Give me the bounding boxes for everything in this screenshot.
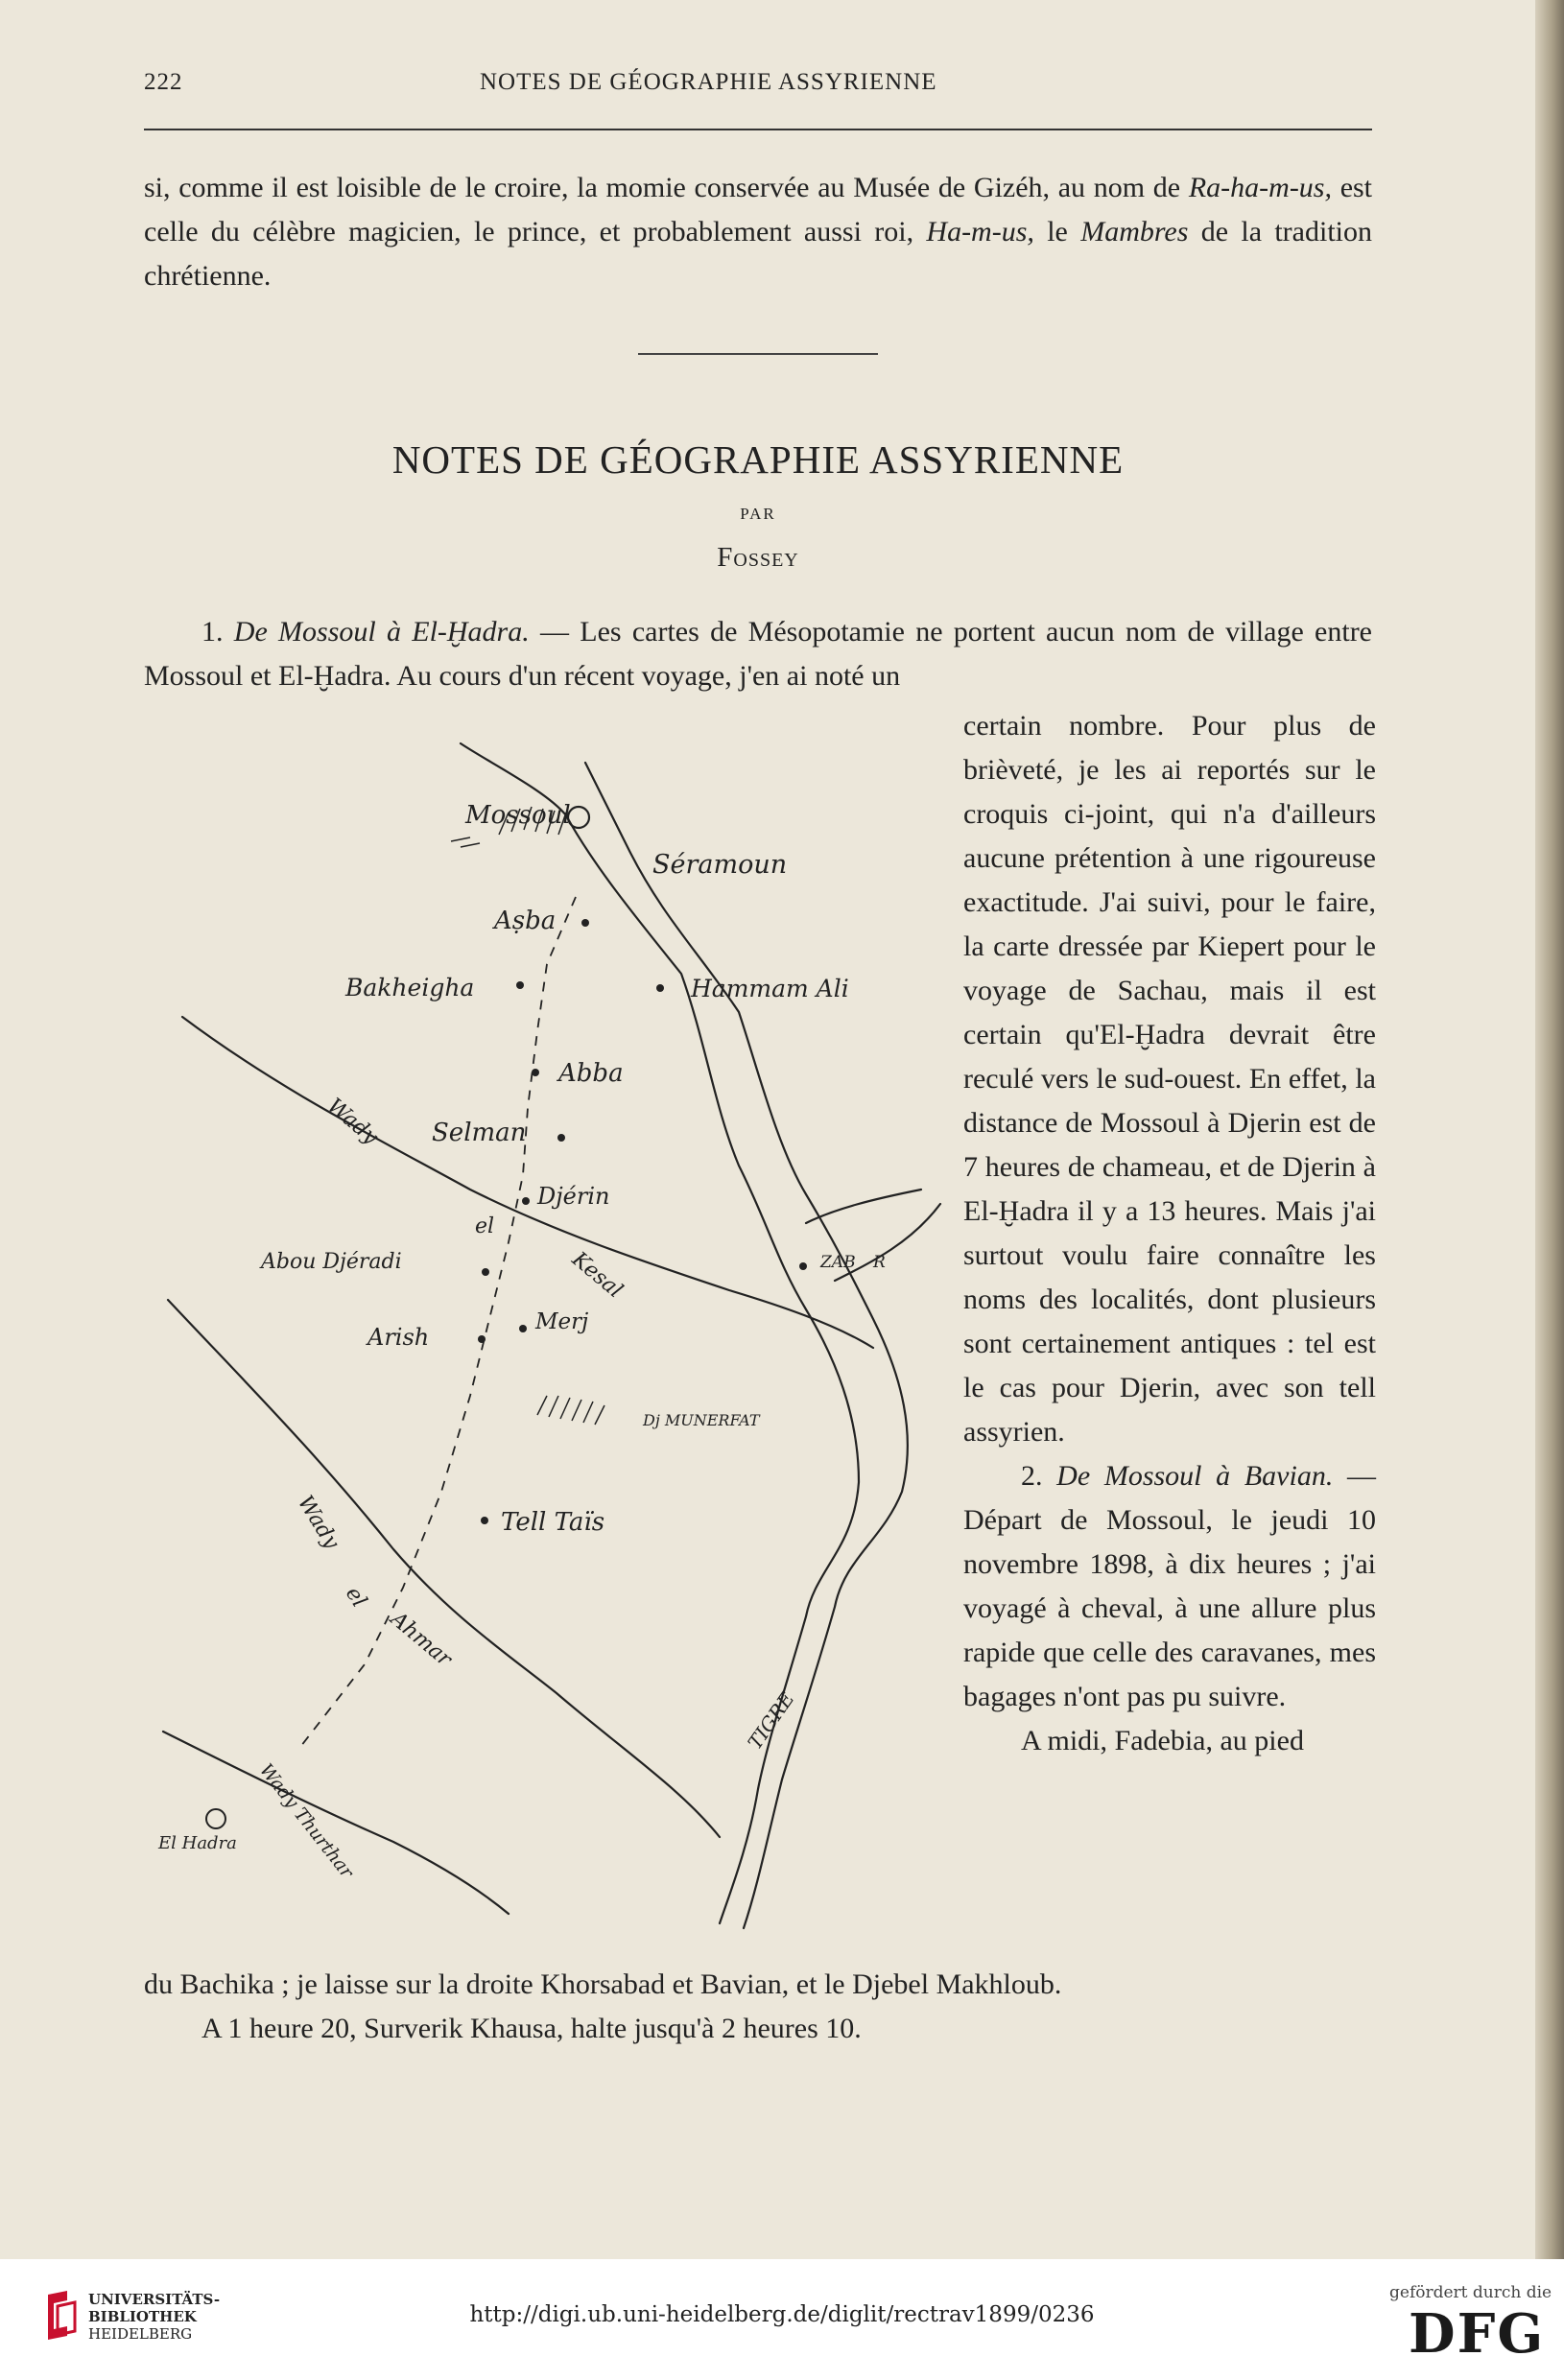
- map-label-seramoun: Séramoun: [652, 850, 788, 880]
- village-markers: [206, 807, 807, 1828]
- map-label-selman: Selman: [432, 1119, 527, 1147]
- route-sketch-map: [144, 724, 960, 1952]
- wady-thurthar: [163, 1732, 509, 1914]
- map-label-el-hadra: El Hadra: [158, 1833, 237, 1853]
- intro-text-1: si, comme il est loisible de le croire, la momie conservée au Musée de Gizéh, au nom de: [144, 172, 1181, 203]
- intro-name-2: Ha-m-us,: [926, 216, 1034, 247]
- map-label-mossoul: Mossoul: [465, 801, 571, 830]
- article-author: Fossey: [717, 542, 799, 573]
- asba-dot: [581, 919, 589, 927]
- map-label-asba: Aṣba: [494, 907, 557, 935]
- side-paragraph-1: certain nombre. Pour plus de brièveté, je les ai reportés sur le croquis ci-joint, qui n'a d'ailleurs aucune prétention à une rigoureuse exactitude. J'ai suivi, pour le faire, la carte dressée par Kiepert pour le voyage de Sachau, mais il est certain qu'El-Ḫadra devrait être reculé vers le sud-ouest. En effet, la distance de Mossoul à Djerin est de 7 heures de chameau, et de Djerin à El-Ḫadra il y a 13 heures. Mais j'ai surtout voulu faire connaître les noms des localités, dont plusieurs sont certainement antiques : tel est le cas pour Djerin, avec son tell assyrien.: [963, 710, 1376, 1448]
- zab-dot: [799, 1262, 807, 1270]
- intro-paragraph: [144, 166, 1372, 298]
- caravan-route: [297, 897, 576, 1751]
- library-line-1: UNIVERSITÄTS-: [88, 2291, 221, 2308]
- closing-line-2: A 1 heure 20, Surverik Khausa, halte jusqu'à 2 heures 10.: [201, 2013, 862, 2044]
- map-label-el-2: el: [340, 1582, 371, 1613]
- page-number: 222: [144, 69, 183, 95]
- library-line-3: HEIDELBERG: [88, 2325, 193, 2343]
- article-par: PAR: [740, 505, 776, 523]
- map-label-el: el: [475, 1214, 495, 1238]
- section-2-text: — Départ de Mossoul, le jeudi 10 novembre 1898, à dix heures ; j'ai voyagé à cheval, à une allure plus rapide que celle des caravanes, mes bagages n'ont pas pu suivre.: [963, 1460, 1376, 1712]
- map-label-abba: Abba: [558, 1059, 624, 1088]
- map-label-bakheigha: Bakheigha: [345, 974, 475, 1001]
- intro-text-2: est celle du célèbre magicien, le prince, et probablement aussi roi,: [144, 172, 1373, 247]
- wady-el-ahmar: [168, 1300, 720, 1837]
- map-label-tell-tais: Tell Taïs: [501, 1508, 605, 1537]
- el-hadra-marker: [206, 1809, 225, 1828]
- side-paragraph-2: [963, 1454, 1376, 1719]
- section-1-intro: [144, 610, 1372, 698]
- running-title: NOTES DE GÉOGRAPHIE ASSYRIENNE: [480, 69, 937, 95]
- dfg-logo: DFG: [1409, 2302, 1546, 2366]
- section-divider: [638, 353, 878, 355]
- closing-paragraph: [144, 1963, 1372, 2051]
- map-label-merj: Merj: [535, 1309, 589, 1334]
- hammam-ali-dot: [656, 984, 664, 992]
- map-label-wady-2: Wady: [292, 1491, 344, 1554]
- mossoul-marker: [568, 807, 589, 828]
- map-label-hammam-ali: Hammam Ali: [691, 975, 849, 1002]
- tell-tais-dot: [481, 1517, 488, 1524]
- map-label-arish: Arish: [367, 1324, 430, 1351]
- section-1-number: 1.: [201, 616, 234, 648]
- abou-djeradi-dot: [482, 1268, 489, 1276]
- section-1-heading: De Mossoul à El-Ḫadra.: [233, 616, 530, 648]
- map-label-wady-thurthar: Wady Thurthar: [255, 1759, 358, 1883]
- header-rule: [144, 129, 1372, 130]
- intro-text-3: le: [1033, 216, 1081, 247]
- section-2-heading: De Mossoul à Bavian.: [1056, 1460, 1334, 1492]
- map-label-tigre: TIGRE: [743, 1687, 799, 1754]
- bakheigha-dot: [516, 981, 524, 989]
- book-spine-edge: [1535, 0, 1564, 2259]
- tigris-east-bank: [585, 763, 908, 1928]
- arish-dot: [478, 1335, 486, 1343]
- map-label-wady: Wady: [322, 1094, 383, 1150]
- intro-name-1: Ra-ha-m-us,: [1188, 172, 1332, 203]
- section-1-text: — Les cartes de Mésopotamie ne portent aucun nom de village entre Mossoul et El-Ḫadra. Au cours d'un récent voyage, j'en ai noté un: [144, 616, 1372, 692]
- map-label-zab: ZAB: [820, 1253, 856, 1272]
- abba-dot: [532, 1069, 539, 1076]
- library-line-2: BIBLIOTHEK: [88, 2308, 197, 2325]
- merj-dot: [519, 1325, 527, 1332]
- intro-text-4: de la tradition chrétienne.: [144, 216, 1372, 292]
- selman-dot: [557, 1134, 565, 1142]
- section-2-number: 2.: [1021, 1460, 1057, 1492]
- map-label-abou-djeradi: Abou Djéradi: [261, 1250, 402, 1274]
- zab-river: [806, 1190, 921, 1223]
- funding-note: gefördert durch die: [1389, 2283, 1552, 2302]
- intro-name-3: Mambres: [1080, 216, 1189, 247]
- closing-line-1: du Bachika ; je laisse sur la droite Khorsabad et Bavian, et le Djebel Makhloub.: [144, 1968, 1062, 2000]
- side-column-text: [963, 704, 1376, 1763]
- wady-el-kesal: [182, 1017, 873, 1348]
- map-label-djerin: Djérin: [537, 1183, 610, 1210]
- running-header: [144, 69, 1372, 107]
- djerin-dot: [522, 1197, 530, 1205]
- side-paragraph-3: A midi, Fadebia, au pied: [1021, 1725, 1304, 1756]
- map-label-zab-r: R: [873, 1253, 886, 1272]
- permalink-url[interactable]: http://digi.ub.uni-heidelberg.de/diglit/rectrav1899/0236: [469, 2302, 1095, 2327]
- map-label-dj-munerfat: Dj MUNERFAT: [643, 1411, 760, 1429]
- article-title: NOTES DE GÉOGRAPHIE ASSYRIENNE: [391, 437, 1125, 482]
- map-label-kesal: Kesal: [567, 1247, 628, 1304]
- map-label-ahmar: Ahmar: [386, 1607, 457, 1672]
